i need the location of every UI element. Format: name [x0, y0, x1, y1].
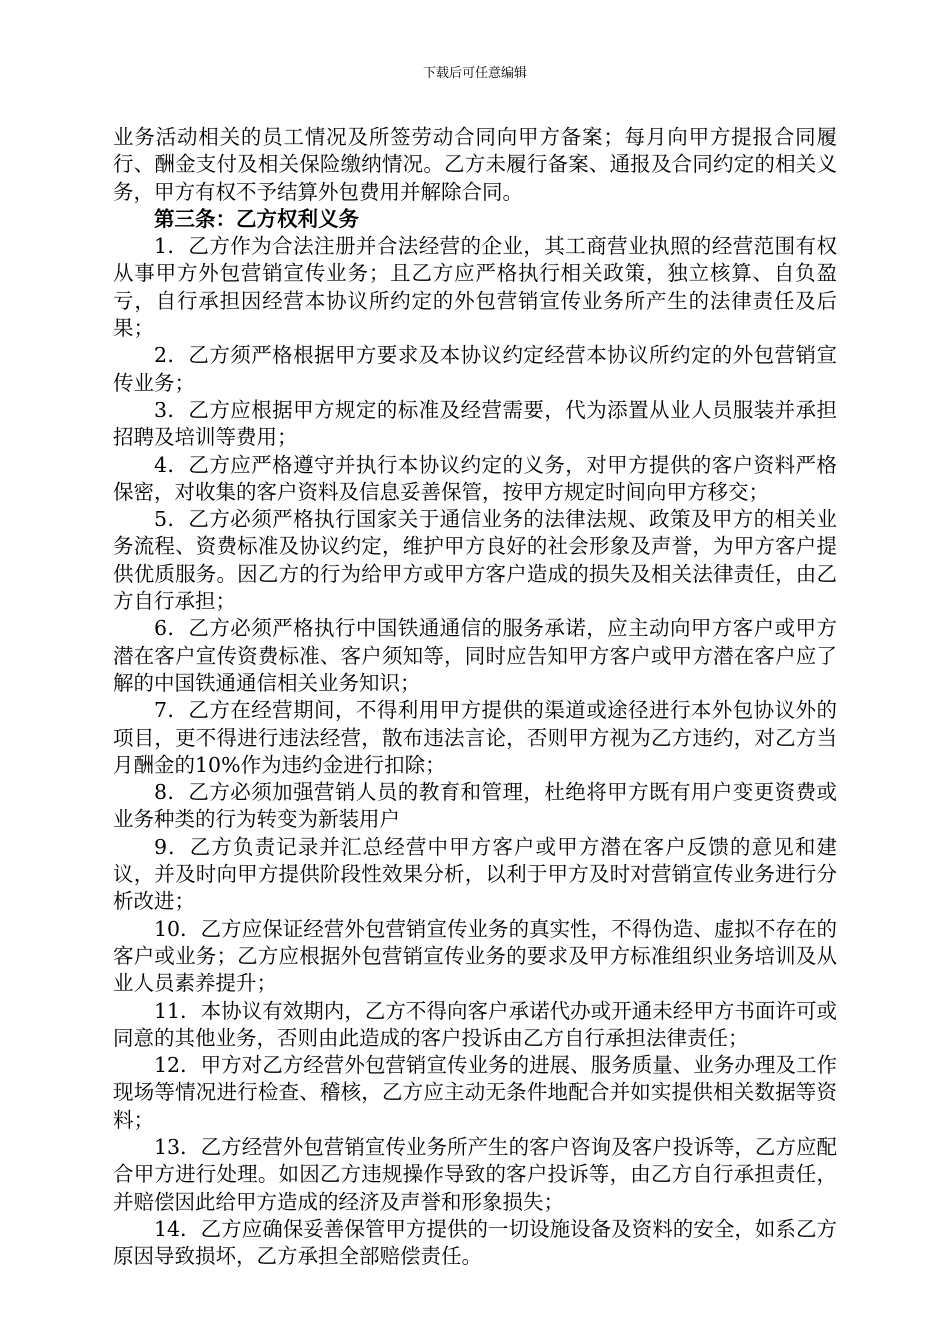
clause-12: 12．甲方对乙方经营外包营销宣传业务的进展、服务质量、业务办理及工作现场等情况进行检查、稽核，乙方应主动无条件地配合并如实提供相关数据等资料； [113, 1053, 837, 1132]
clause-3: 3．乙方应根据甲方规定的标准及经营需要，代为添置从业人员服装并承担招聘及培训等费用； [113, 397, 837, 450]
clause-9: 9．乙方负责记录并汇总经营中甲方客户或甲方潜在客户反馈的意见和建议，并及时向甲方提供阶段性效果分析，以利于甲方及时对营销宣传业务进行分析改进； [113, 834, 837, 914]
clause-7: 7．乙方在经营期间，不得利用甲方提供的渠道或途径进行本外包协议外的项目，更不得进行违法经营，散布违法言论，否则甲方视为乙方违约，对乙方当月酬金的10%作为违约金进行扣除； [113, 698, 837, 777]
clause-6: 6．乙方必须严格执行中国铁通通信的服务承诺，应主动向甲方客户或甲方潜在客户宣传资费标准、客户须知等，同时应告知甲方客户或甲方潜在客户应了解的中国铁通通信相关业务知识； [113, 616, 837, 695]
document-body [113, 124, 837, 1270]
clause-8: 8．乙方必须加强营销人员的教育和管理，杜绝将甲方既有用户变更资费或业务种类的行为转变为新装用户 [113, 780, 837, 832]
clause-4: 4．乙方应严格遵守并执行本协议约定的义务，对甲方提供的客户资料严格保密，对收集的客户资料及信息妥善保管，按甲方规定时间向甲方移交； [113, 452, 837, 504]
clause-2: 2．乙方须严格根据甲方要求及本协议约定经营本协议所约定的外包营销宣传业务； [113, 343, 837, 395]
clause-5: 5．乙方必须严格执行国家关于通信业务的法律法规、政策及甲方的相关业务流程、资费标准及协议约定，维护甲方良好的社会形象及声誉，为甲方客户提供优质服务。因乙方的行为给甲方或甲方客户造成的损失及相关法律责任，由乙方自行承担； [113, 507, 837, 614]
section-heading: 第三条：乙方权利义务 [154, 206, 359, 231]
download-note: 下载后可任意编辑 [422, 66, 527, 81]
clause-13: 13．乙方经营外包营销宣传业务所产生的客户咨询及客户投诉等，乙方应配合甲方进行处理。如因乙方违规操作导致的客户投诉等，由乙方自行承担责任，并赔偿因此给甲方造成的经济及声誉和形象损失； [113, 1134, 837, 1214]
clause-1: 1．乙方作为合法注册并合法经营的企业，其工商营业执照的经营范围有权从事甲方外包营销宣传业务；且乙方应严格执行相关政策，独立核算、自负盈亏，自行承担因经营本协议所约定的外包营销宣传业务所产生的法律责任及后果； [113, 234, 837, 341]
clause-14: 14．乙方应确保妥善保管甲方提供的一切设施设备及资料的安全，如系乙方原因导致损坏，乙方承担全部赔偿责任。 [113, 1216, 837, 1269]
clause-11: 11．本协议有效期内，乙方不得向客户承诺代办或开通未经甲方书面许可或同意的其他业务，否则由此造成的客户投诉由乙方自行承担法律责任； [113, 998, 837, 1050]
clause-10: 10．乙方应保证经营外包营销宣传业务的真实性，不得伪造、虚拟不存在的客户或业务；乙方应根据外包营销宣传业务的要求及甲方标准组织业务培训及从业人员素养提升； [113, 916, 837, 996]
intro-paragraph: 业务活动相关的员工情况及所签劳动合同向甲方备案；每月向甲方提报合同履行、酬金支付及相关保险缴纳情况。乙方未履行备案、通报及合同约定的相关义务，甲方有权不予结算外包费用并解除合同。 [113, 125, 837, 204]
